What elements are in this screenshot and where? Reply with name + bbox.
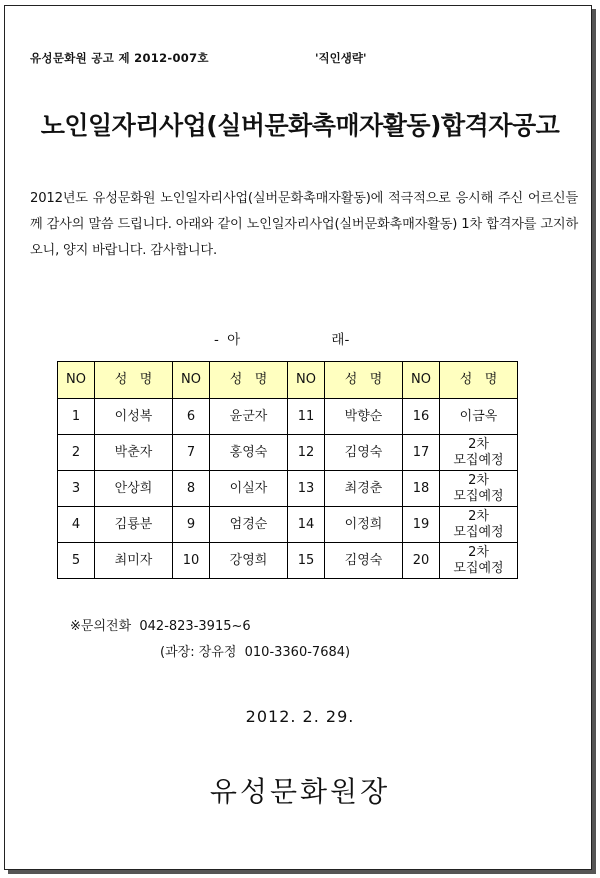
cell-name: 이금옥 [440,399,518,435]
cell-name: 최미자 [95,543,173,579]
cell-no: 8 [173,471,210,507]
contact-line: ※문의전화 042-823-3915~6 [70,619,251,634]
cell-no: 12 [288,435,325,471]
cell-no: 17 [403,435,440,471]
cell-name: 이성복 [95,399,173,435]
cell-no: 1 [58,399,95,435]
cell-name: 안상희 [95,471,173,507]
cell-name: 이실자 [210,471,288,507]
cell-no: 19 [403,507,440,543]
contact-person: (과장: 장유정 010-3360-7684) [160,645,351,660]
cell-no: 10 [173,543,210,579]
body-paragraph: 2012년도 유성문화원 노인일자리사업(실버문화촉매자활동)에 적극적으로 응시해 주신 어르신들께 감사의 말씀 드립니다. 아래와 같이 노인일자리사업(실버문화촉매자활동) 1차 합격자를 고지하오니, 양지 바랍니다. 감사합니다. [30,191,578,258]
cell-name: 엄경순 [210,507,288,543]
table-row [58,543,518,579]
cell-name: 2차 모집예정 [440,507,518,543]
column-header-no: NO [173,362,210,399]
notice-heading: - 아 래- [214,332,350,348]
cell-no: 9 [173,507,210,543]
table-row [58,507,518,543]
column-header-no: NO [288,362,325,399]
column-header-name: 성 명 [95,362,173,399]
cell-name: 홍영숙 [210,435,288,471]
cell-name: 강영희 [210,543,288,579]
cell-name: 2차 모집예정 [440,471,518,507]
column-header-no: NO [403,362,440,399]
cell-no: 13 [288,471,325,507]
cell-no: 3 [58,471,95,507]
column-header-name: 성 명 [440,362,518,399]
cell-name: 최경춘 [325,471,403,507]
column-header-name: 성 명 [210,362,288,399]
cell-name: 박향순 [325,399,403,435]
cell-no: 2 [58,435,95,471]
seal-omitted-tag: '직인생략' [315,51,367,65]
cell-no: 20 [403,543,440,579]
notice-number: 유성문화원 공고 제 2012-007호 [30,51,209,65]
cell-no: 15 [288,543,325,579]
cell-name: 이정희 [325,507,403,543]
table-header-row [58,362,518,399]
cell-name: 2차 모집예정 [440,543,518,579]
table-row [58,471,518,507]
cell-no: 16 [403,399,440,435]
roster-table [57,361,518,579]
document-title: 노인일자리사업(실버문화촉매자활동)합격자공고 [40,111,560,140]
notice-date: 2012. 2. 29. [245,707,355,726]
cell-name: 박춘자 [95,435,173,471]
cell-name: 윤군자 [210,399,288,435]
signature: 유성문화원장 [209,775,391,808]
cell-no: 11 [288,399,325,435]
cell-no: 4 [58,507,95,543]
cell-name: 2차 모집예정 [440,435,518,471]
cell-no: 5 [58,543,95,579]
column-header-name: 성 명 [325,362,403,399]
cell-no: 7 [173,435,210,471]
table-row [58,435,518,471]
cell-no: 18 [403,471,440,507]
table-row [58,399,518,435]
cell-name: 김룡분 [95,507,173,543]
cell-name: 김영숙 [325,543,403,579]
cell-no: 14 [288,507,325,543]
column-header-no: NO [58,362,95,399]
cell-name: 김영숙 [325,435,403,471]
cell-no: 6 [173,399,210,435]
